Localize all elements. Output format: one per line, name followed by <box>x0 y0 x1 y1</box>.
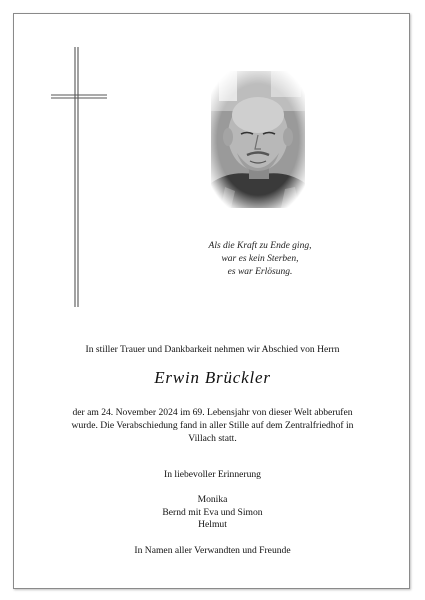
intro-text: In stiller Trauer und Dankbarkeit nehmen wir Abschied von Herrn <box>85 344 340 355</box>
verse-line: es war Erlösung. <box>227 267 293 277</box>
memory-heading: In liebevoller Erinnerung <box>164 469 261 480</box>
verse <box>190 240 330 279</box>
closing-text: In Namen aller Verwandten und Freunde <box>134 545 291 556</box>
announcement-line: Villach statt. <box>188 433 237 444</box>
deceased-name: Erwin Brückler <box>154 368 271 387</box>
mourner-name: Helmut <box>198 519 227 530</box>
mourners-list <box>0 494 425 532</box>
verse-line: Als die Kraft zu Ende ging, <box>208 241 312 251</box>
verse-line: war es kein Sterben, <box>221 254 299 264</box>
mourner-name: Monika <box>197 494 228 505</box>
announcement-line: wurde. Die Verabschiedung fand in aller Stille auf dem Zentralfriedhof in <box>71 420 354 431</box>
portrait-photo <box>211 71 305 208</box>
cross-icon <box>50 45 110 310</box>
announcement-line: der am 24. November 2024 im 69. Lebensjahr von dieser Welt abberufen <box>72 407 353 418</box>
mourner-name: Bernd mit Eva und Simon <box>162 506 263 518</box>
announcement-text <box>0 406 425 445</box>
